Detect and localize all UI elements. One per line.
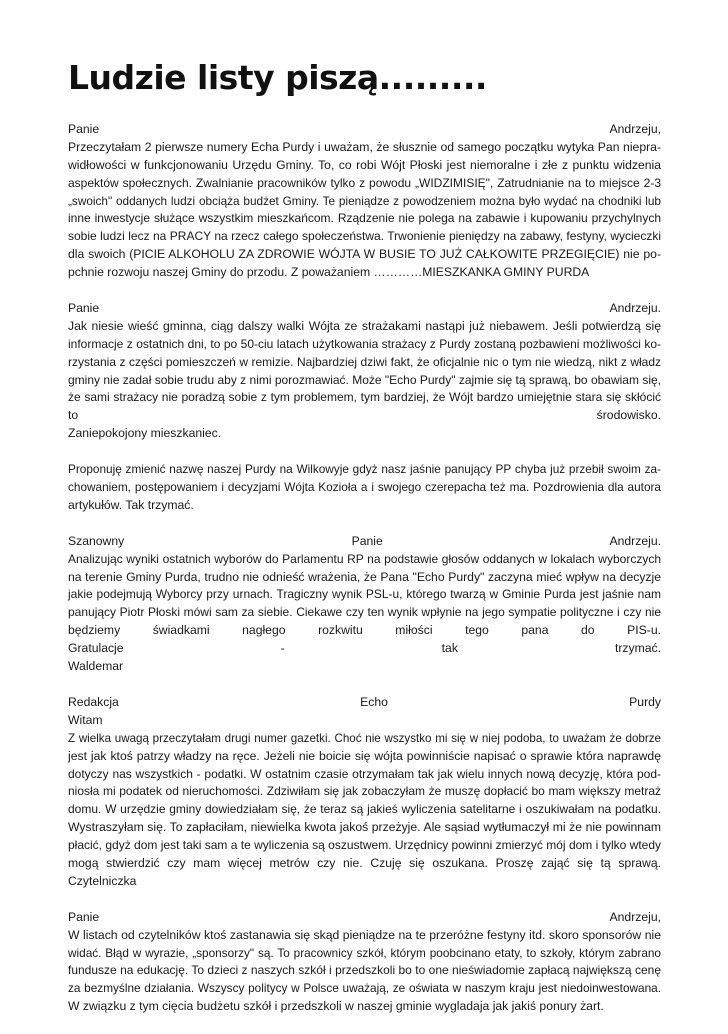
letter-line: za bezmyślne działania. Wszyscy politycy w Polsce uważają, ze oświata w naszym kraju jest niedoinwestowana. [68, 981, 661, 996]
letter-line: sobie ludzi lecz na PRACY na rzecz całego społeczeństwa. Trwonienie pieniędzy na zabawy, festyny, wycieczki [68, 229, 661, 244]
letter-5 [68, 694, 661, 891]
letter-line: mogą stwierdzić czy mam więcej metrów czy nie. Czuję się oszukana. Proszę zająć się tą sprawą. [68, 855, 661, 870]
letter-line: chowaniem, postępowaniem i decyzjami Wójta Kozioła a i swojego czerepacha też ma. Pozdrowienia dla autora [68, 480, 661, 495]
letter-line: domu. W urzędzie gminy dowiedziałam się, że teraz są jakieś wyliczenia satelitarne i oszukiwałam na podatku. [68, 802, 661, 817]
letter-line: Panie Andrzeju, [68, 909, 661, 924]
letter-line: W listach od czytelników ktoś zastanawia się skąd pieniądze na te przeróżne festyny itd. skoro sponsorów nie [68, 927, 661, 942]
letter-line: jakie podejmują Wyborcy przy urnach. Tragiczny wynik PSL-u, którego twarzą w Gminie Purda jest jaśnie nam [68, 587, 661, 602]
letter-line: jest jak ktoś patrzy władzy na ręce. Jeżeli nie boicie się wójta powinniście napisać o sprawie która naprawdę [68, 748, 661, 763]
letter-line: Szanowny Panie Andrzeju. [68, 533, 661, 548]
letter-line: Proponuję zmienić nazwę naszej Purdy na Wilkowyje gdyż nasz jaśnie panujący PP chyba już przebił swoim za- [68, 462, 661, 477]
letter-line: W związku z tym cięcia budżetu szkół i przedszkoli w naszej gminie wygladaja jak jakiś ponury żart. [68, 999, 604, 1014]
letter-line: płacić, gdyż dom jest taki sam a te wyliczenia są oszustwem. Urzędnicy powinni zmierzyć mój dom i tylko wtedy [68, 838, 661, 853]
letter-line: będziemy świadkami nagłego rozkwitu miłości tego pana do PIS-u. [68, 623, 661, 638]
letter-line: Czytelniczka [68, 873, 137, 888]
letter-line: panujący Piotr Płoski mówi sam za siebie. Ciekawe czy ten wynik wpłynie na jego sympatie polityczne i czy nie [68, 605, 661, 620]
letter-line: Analizując wyniki ostatnich wyborów do Parlamentu RP na podstawie głosów oddanych w lokalach wyborczych [68, 551, 661, 566]
letter-line: Witam [68, 712, 103, 727]
letter-line: Gratulacje - tak trzymać. [68, 641, 661, 656]
letter-line: informacje z ostatnich dni, to po 50-ciu latach użytkowania strażacy z Purdy zostaną pozbawieni możliwości ko- [68, 336, 661, 351]
letter-3 [68, 461, 661, 515]
letter-line: fundusze na edukację. To dzieci z naszych szkół i przedszkoli bo to one nieświadomie zapłacą największą cenę [68, 963, 661, 978]
letter-line: Wystraszyłam się. To zapłaciłam, niewielka kwota jakoś przeżyje. Ale sąsiad wytłumaczył mi że nie powinnam [68, 820, 661, 835]
letter-line: Redakcja Echo Purdy [68, 694, 661, 709]
letter-line: dla swoich (PICIE ALKOHOLU ZA ZDROWIE WÓJTA W BUSIE TO JUŻ CAŁKOWITE PRZEGIĘCIE) nie po- [68, 247, 661, 262]
letter-2 [68, 300, 661, 443]
letter-line: widłowości w funkcjonowaniu Urzędu Gminy. To, co robi Wójt Płoski jest niemoralne i złe z punktu widzenia [68, 157, 661, 172]
letter-line: widać. Błąd w wyrazie, „sponsorzy" są. To pracownicy szkół, którym poobcinano etaty, to szkoły, którym zabrano [68, 945, 661, 960]
letter-1 [68, 121, 661, 282]
letter-line: że sami strażacy nie poradzą sobie z tym problemem, tym bardziej, że Wójt bardzo umiejętnie stara się skłócić [68, 390, 661, 405]
letter-line: Z wielka uwagą przeczytałam drugi numer gazetki. Choć nie wszystko mi się w niej podoba, to uważam że dobrze [68, 731, 661, 745]
letter-line: dotyczy nas wszystkich - podatki. W ostatnim czasie otrzymałam tak jak wielu innych nową decyzję, która pod- [68, 766, 661, 781]
letter-line: gminy nie zadał sobie trudu aby z nimi porozmawiać. Może "Echo Purdy" zajmie się tą sprawą, bo obawiam się, [68, 372, 661, 387]
letter-line: inne inwestycje służące wszystkim mieszkańcom. Rządzenie nie polega na zabawie i kupowaniu przychylnych [68, 211, 661, 226]
letter-4 [68, 533, 661, 676]
letter-line: Zaniepokojony mieszkaniec. [68, 426, 222, 441]
letter-line: Waldemar [68, 659, 124, 674]
letter-line: to środowisko. [68, 408, 661, 423]
letters-column [68, 121, 661, 1034]
letter-line: aspektów społecznych. Zwalnianie pracowników tylko z powodu „WIDZIMISIĘ", Zatrudnianie na to miejsce 2-3 [68, 175, 661, 190]
letter-line: Panie Andrzeju. [68, 301, 661, 316]
letter-line: „swoich" oddanych ludzi obciąża budżet Gminy. Te pieniądze z powodzeniem można było wydać na chodniki lub [68, 193, 661, 208]
letter-line: pchnie rozwoju naszej Gminy do przodu. Z poważaniem …………MIESZKANKA GMINY PURDA [68, 265, 590, 280]
page-title: Ludzie listy piszą......... [68, 58, 487, 97]
letter-line: Przeczytałam 2 pierwsze numery Echa Purdy i uważam, że słusznie od samego początku wytyka Pan niepra- [68, 139, 661, 154]
letter-line: artykułów. Tak trzymać. [68, 497, 194, 512]
letter-line: Panie Andrzeju, [68, 122, 661, 136]
letter-line: Jak niesie wieść gminna, ciąg dalszy walki Wójta ze strażakami nastąpi już niebawem. Jeśli potwierdzą się [68, 318, 661, 333]
letter-line: rzystania z części pomieszczeń w remizie. Najbardziej dziwi fakt, że oficjalnie nic o tym nie wiedzą, nikt z władz [68, 354, 661, 369]
letter-line: na terenie Gminy Purda, trudno nie odnieść wrażenia, że Pana "Echo Purdy" zaczyna mieć wpływ na decyzje [68, 569, 661, 584]
letter-6 [68, 909, 661, 1016]
letter-line: niosła mi podatek od nieruchomości. Zdziwiłam się jak zobaczyłam że muszę dopłacić bo mam większy metraż [68, 784, 661, 799]
